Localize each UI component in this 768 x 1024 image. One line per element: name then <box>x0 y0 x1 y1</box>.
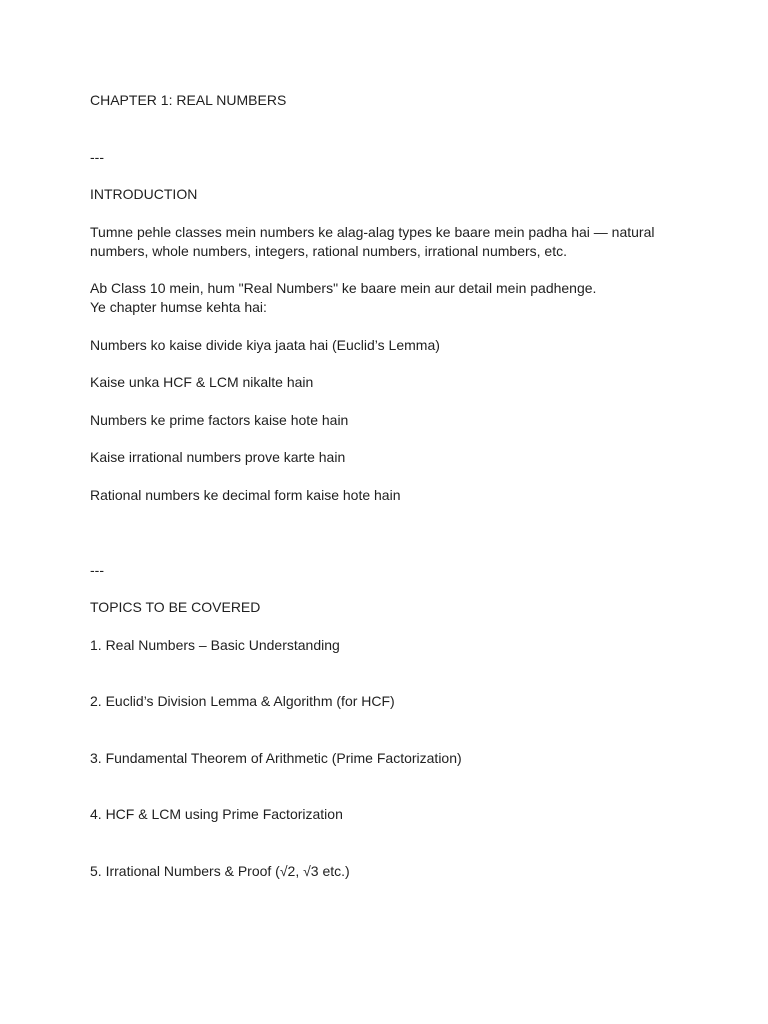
chapter-title: CHAPTER 1: REAL NUMBERS <box>90 92 287 108</box>
topics-heading: TOPICS TO BE COVERED <box>90 599 261 615</box>
topic-item: 5. Irrational Numbers & Proof (√2, √3 etc.) <box>90 863 350 879</box>
chapter-point: Numbers ke prime factors kaise hote hain <box>90 412 349 428</box>
introduction-heading: INTRODUCTION <box>90 186 198 202</box>
chapter-point: Rational numbers ke decimal form kaise hote hain <box>90 487 401 503</box>
separator: --- <box>90 149 104 165</box>
topic-item: 3. Fundamental Theorem of Arithmetic (Prime Factorization) <box>90 750 462 766</box>
topic-item: 2. Euclid’s Division Lemma & Algorithm (for HCF) <box>90 693 395 709</box>
chapter-point: Kaise unka HCF & LCM nikalte hain <box>90 374 314 390</box>
topic-item: 4. HCF & LCM using Prime Factorization <box>90 806 343 822</box>
chapter-point: Numbers ko kaise divide kiya jaata hai (Euclid’s Lemma) <box>90 337 440 353</box>
chapter-says-line: Ye chapter humse kehta hai: <box>90 299 267 315</box>
introduction-paragraph: Tumne pehle classes mein numbers ke alag-alag types ke baare mein padha hai — natural numbers, whole numbers, integers, rational numbers, irrational numbers, etc. <box>90 224 655 259</box>
separator: --- <box>90 562 104 578</box>
chapter-point: Kaise irrational numbers prove karte hain <box>90 449 346 465</box>
class10-line: Ab Class 10 mein, hum "Real Numbers" ke baare mein aur detail mein padhenge. <box>90 280 597 296</box>
topic-item: 1. Real Numbers – Basic Understanding <box>90 637 340 653</box>
